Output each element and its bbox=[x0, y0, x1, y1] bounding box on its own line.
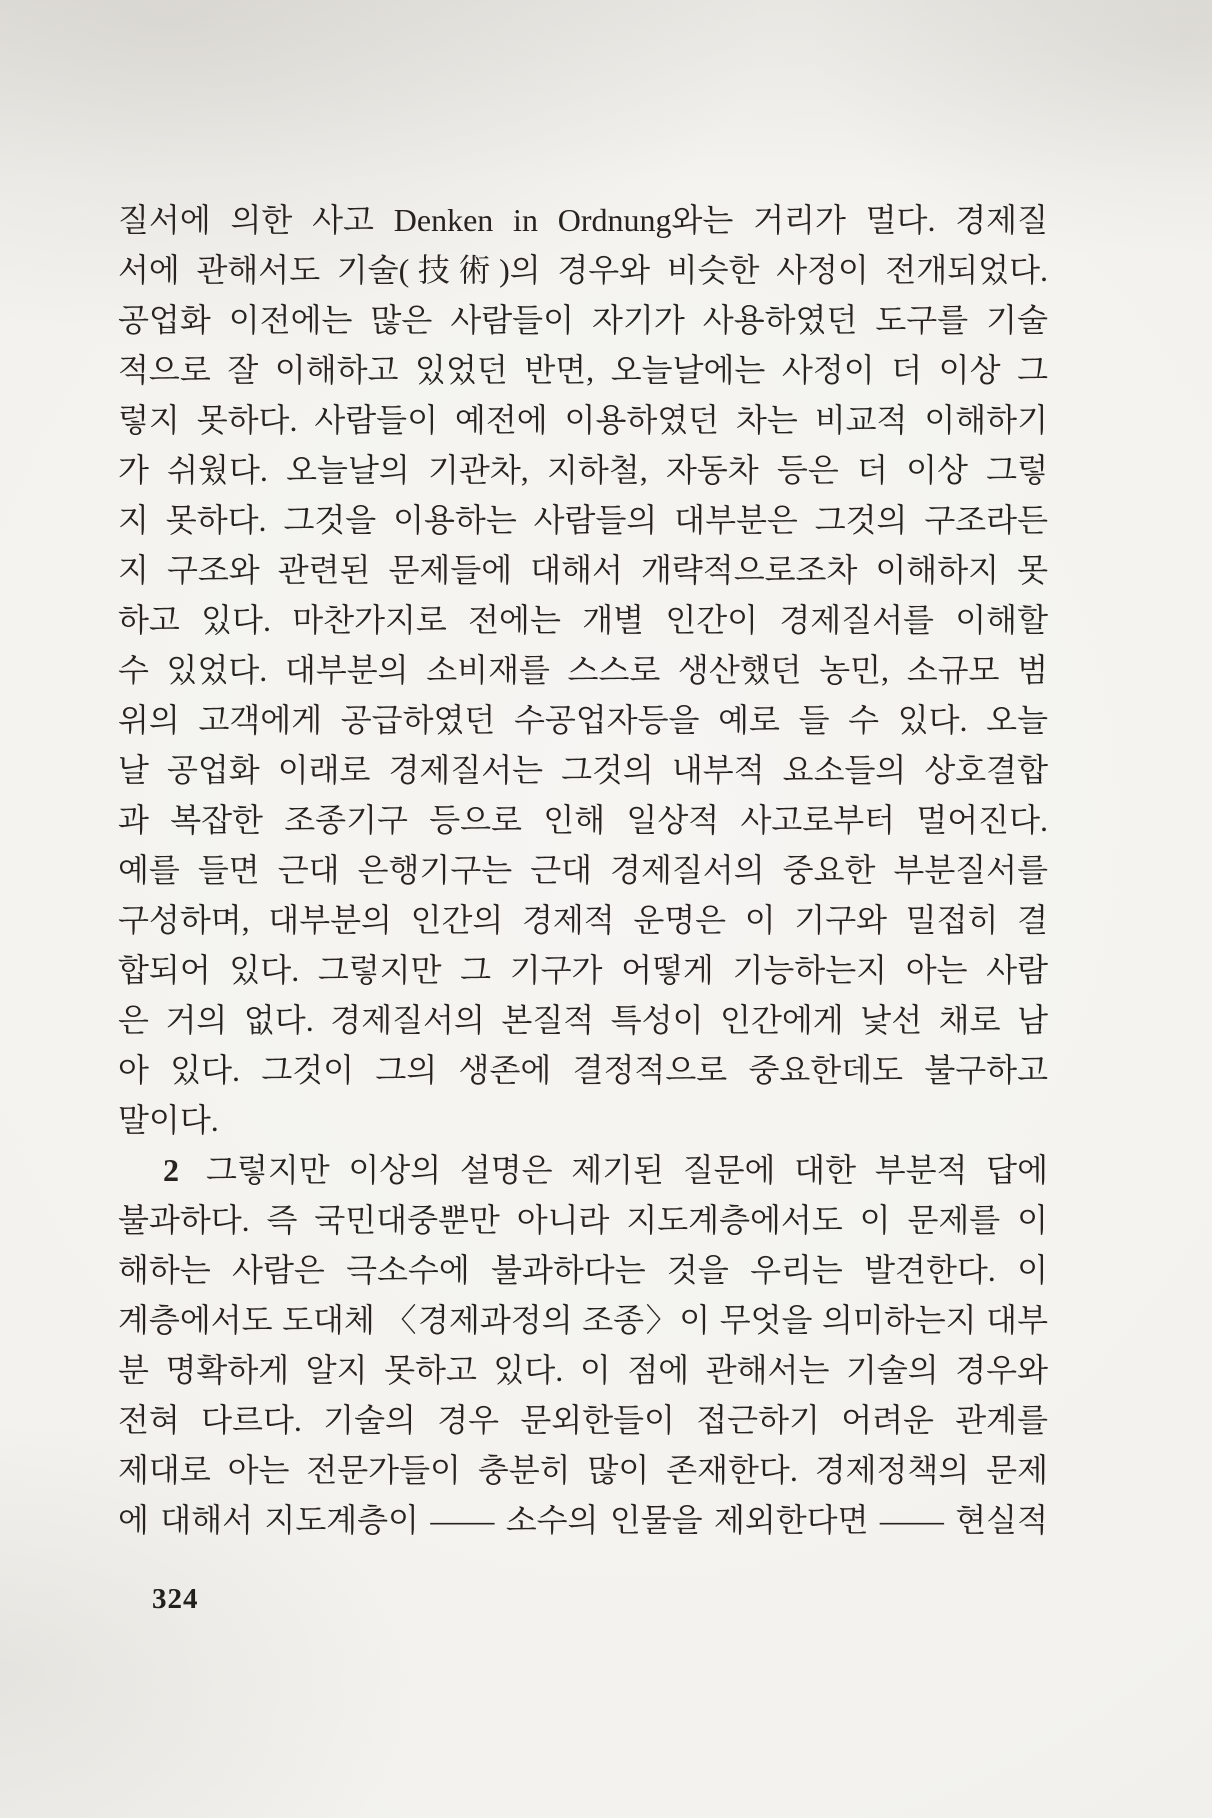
text-line: 해하는 사람은 극소수에 불과하다는 것을 우리는 발견한다. 이 bbox=[118, 1252, 1048, 1288]
text-line: 가 쉬웠다. 오늘날의 기관차, 지하철, 자동차 등은 더 이상 그렇 bbox=[118, 452, 1048, 488]
text-line: 아 있다. 그것이 그의 생존에 결정적으로 중요한데도 불구하고 bbox=[118, 1052, 1048, 1088]
text-block bbox=[118, 195, 1048, 1545]
text-line: 그렇지만 이상의 설명은 제기된 질문에 대한 부분적 답에 bbox=[206, 1152, 1048, 1188]
text-line: 은 거의 없다. 경제질서의 본질적 특성이 인간에게 낯선 채로 남 bbox=[118, 1002, 1048, 1038]
text-line: 날 공업화 이래로 경제질서는 그것의 내부적 요소들의 상호결합 bbox=[118, 752, 1048, 788]
section-number: 2 bbox=[163, 1152, 179, 1188]
text-line: 합되어 있다. 그렇지만 그 기구가 어떻게 기능하는지 아는 사람 bbox=[118, 952, 1048, 988]
text-line: 렇지 못하다. 사람들이 예전에 이용하였던 차는 비교적 이해하기 bbox=[118, 402, 1048, 438]
text-line: 구성하며, 대부분의 인간의 경제적 운명은 이 기구와 밀접히 결 bbox=[118, 902, 1048, 938]
text-line: 계층에서도 도대체 〈경제과정의 조종〉이 무엇을 의미하는지 대부 bbox=[118, 1302, 1048, 1338]
text-line: 분 명확하게 알지 못하고 있다. 이 점에 관해서는 기술의 경우와 bbox=[118, 1352, 1048, 1388]
text-line: 전혀 다르다. 기술의 경우 문외한들이 접근하기 어려운 관계를 bbox=[118, 1402, 1048, 1438]
text-line: 하고 있다. 마찬가지로 전에는 개별 인간이 경제질서를 이해할 bbox=[118, 602, 1048, 638]
text-line: 예를 들면 근대 은행기구는 근대 경제질서의 중요한 부분질서를 bbox=[118, 852, 1048, 888]
text-line: 적으로 잘 이해하고 있었던 반면, 오늘날에는 사정이 더 이상 그 bbox=[118, 352, 1048, 388]
text-line: 수 있었다. 대부분의 소비재를 스스로 생산했던 농민, 소규모 범 bbox=[118, 652, 1048, 688]
text-line: 공업화 이전에는 많은 사람들이 자기가 사용하였던 도구를 기술 bbox=[118, 302, 1048, 338]
text-line: 지 구조와 관련된 문제들에 대해서 개략적으로조차 이해하지 못 bbox=[118, 552, 1048, 588]
text-line: 지 못하다. 그것을 이용하는 사람들의 대부분은 그것의 구조라든 bbox=[118, 502, 1048, 538]
page-number: 324 bbox=[152, 1583, 199, 1615]
text-line: 제대로 아는 전문가들이 충분히 많이 존재한다. 경제정책의 문제 bbox=[118, 1452, 1048, 1488]
paragraph-2-first-line bbox=[118, 1145, 1048, 1195]
text-line: 서에 관해서도 기술(技術)의 경우와 비슷한 사정이 전개되었다. bbox=[118, 252, 1048, 288]
text-line: 질서에 의한 사고 Denken in Ordnung와는 거리가 멀다. 경제질 bbox=[118, 202, 1048, 238]
text-line: 과 복잡한 조종기구 등으로 인해 일상적 사고로부터 멀어진다. bbox=[118, 802, 1048, 838]
text-line: 에 대해서 지도계층이 —— 소수의 인물을 제외한다면 —— 현실적 bbox=[118, 1502, 1048, 1538]
text-line: 불과하다. 즉 국민대중뿐만 아니라 지도계층에서도 이 문제를 이 bbox=[118, 1202, 1048, 1238]
text-line: 위의 고객에게 공급하였던 수공업자등을 예로 들 수 있다. 오늘 bbox=[118, 702, 1048, 738]
paragraph-1-last-line: 말이다. bbox=[118, 1102, 219, 1138]
